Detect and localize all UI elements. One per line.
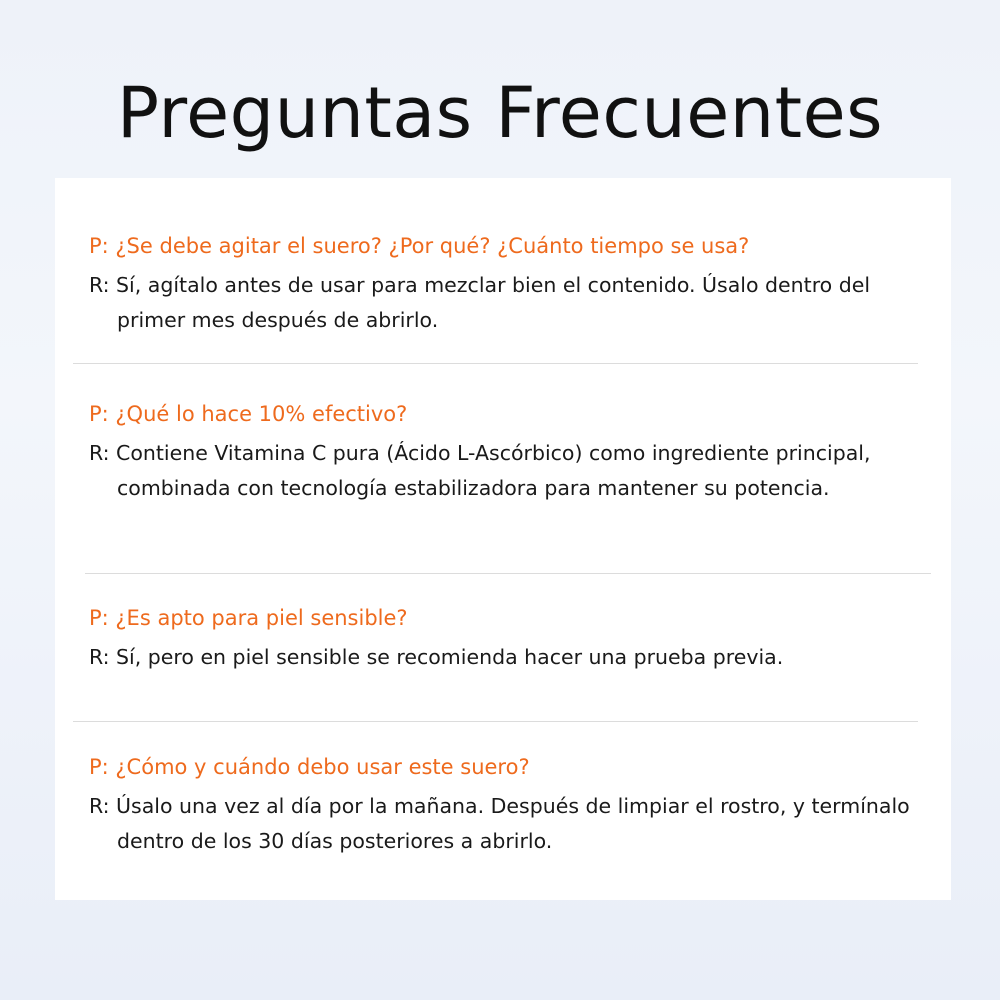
faq-item-4 (89, 751, 939, 858)
faq-answer: R: Sí, agítalo antes de usar para mezclar bien el contenido. Úsalo dentro del primer mes después de abrirlo. (89, 273, 871, 332)
faq-card (55, 178, 951, 900)
faq-item-3 (89, 602, 939, 675)
faq-question: P: ¿Es apto para piel sensible? (89, 606, 408, 630)
faq-divider (73, 721, 918, 722)
faq-question: P: ¿Qué lo hace 10% efectivo? (89, 402, 408, 426)
faq-question: P: ¿Cómo y cuándo debo usar este suero? (89, 755, 530, 779)
page-title: Preguntas Frecuentes (116, 72, 884, 154)
faq-answer: R: Contiene Vitamina C pura (Ácido L-Ascórbico) como ingrediente principal, combinada con tecnología estabilizadora para mantener su potencia. (89, 441, 871, 500)
faq-question: P: ¿Se debe agitar el suero? ¿Por qué? ¿Cuánto tiempo se usa? (89, 234, 750, 258)
faq-divider (73, 363, 918, 364)
faq-answer: R: Úsalo una vez al día por la mañana. Después de limpiar el rostro, y termínalo dentro de los 30 días posteriores a abrirlo. (89, 794, 910, 853)
faq-answer: R: Sí, pero en piel sensible se recomienda hacer una prueba previa. (89, 645, 784, 669)
faq-item-2 (89, 398, 939, 505)
faq-item-1 (89, 230, 939, 337)
faq-divider (85, 573, 931, 574)
